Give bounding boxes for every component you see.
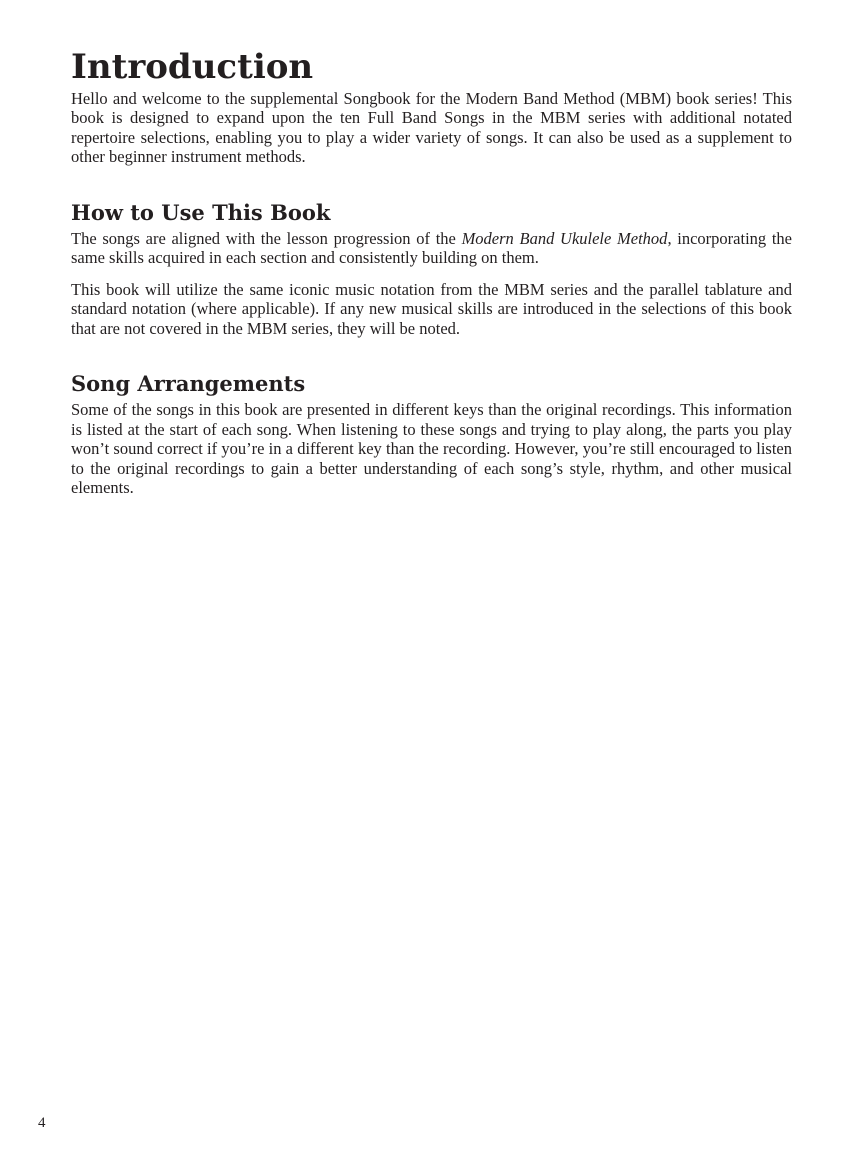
page-number: 4 xyxy=(38,1115,46,1131)
how-to-use-p1-text-before: The songs are aligned with the lesson progression of the xyxy=(71,228,462,248)
page-content xyxy=(71,47,793,508)
how-to-use-paragraph-2: This book will utilize the same iconic music notation from the MBM series and the parallel tablature and standard notation (where applicable). If any new musical skills are introduced in the selections of this book that are not covered in the MBM series, they will be noted. xyxy=(71,279,792,338)
section-heading-how-to-use: How to Use This Book xyxy=(71,199,331,225)
how-to-use-paragraph-1 xyxy=(71,229,792,268)
book-title-italic: Modern Band Ukulele Method xyxy=(461,228,668,248)
section-heading-song-arrangements: Song Arrangements xyxy=(71,371,306,396)
how-to-use-p1-text-after: , incorporating the same skills acquired in each section and consistently building on them. xyxy=(71,228,793,268)
intro-paragraph: Hello and welcome to the supplemental Songbook for the Modern Band Method (MBM) book series! This book is designed to expand upon the ten Full Band Songs in the MBM series with additional notated repertoire selections, enabling you to play a wider variety of songs. It can also be used as a supplement to other beginner instrument methods. xyxy=(71,88,792,167)
page-title: Introduction xyxy=(71,47,314,87)
song-arrangements-paragraph: Some of the songs in this book are presented in different keys than the original recordings. This information is listed at the start of each song. When listening to these songs and trying to play along, the parts you play won’t sound correct if you’re in a different key than the recording. However, you’re still encouraged to listen to the original recordings to gain a better understanding of each song’s style, rhythm, and other musical elements. xyxy=(71,400,792,497)
